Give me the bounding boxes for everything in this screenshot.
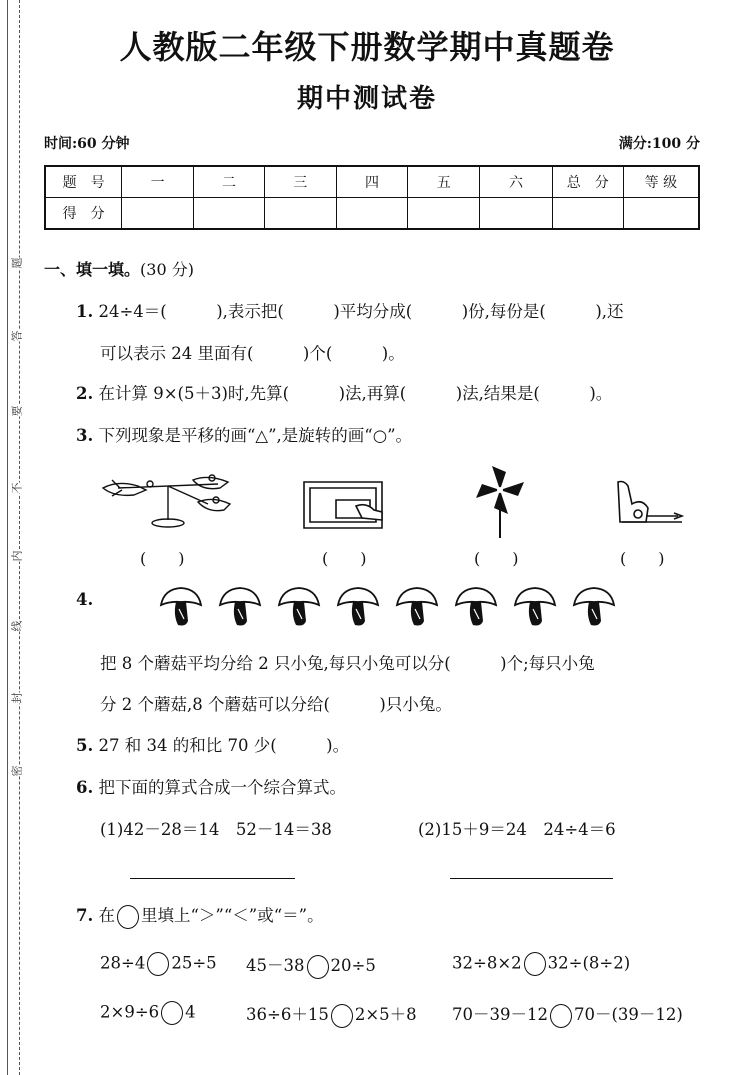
question-text: 24÷4＝( ),表示把( )平均分成( )份,每份是( ),还 [98,302,624,321]
question-1-line2: 可以表示 24 里面有( )个( )。 [100,344,405,363]
header-cell: 总 分 [552,166,623,198]
section-heading [44,257,194,280]
compare-right: 32÷(8÷2) [547,953,631,973]
header-cell: 题 号 [45,166,122,198]
score-cell[interactable] [480,198,553,230]
question-number: 2. [76,384,94,403]
score-cell[interactable] [623,198,699,230]
question-4-line1: 把 8 个蘑菇平均分给 2 只小兔,每只小兔可以分( )个;每只小兔 [100,654,595,673]
question-number: 7. [76,906,94,925]
score-row-label: 得 分 [45,198,122,230]
question-4-line2: 分 2 个蘑菇,8 个蘑菇可以分给( )只小兔。 [100,695,452,714]
compare-circle-blank[interactable] [331,1004,353,1028]
answer-blank[interactable]: ( ) [140,549,185,568]
score-cell[interactable] [264,198,336,230]
compare-left: 32÷8×2 [452,953,522,973]
score-cell[interactable] [408,198,480,230]
question-text: 在 [98,906,115,925]
document-subtitle: 期中测试卷 [296,84,437,114]
header-cell: 三 [264,166,336,198]
mushroom-icon [512,585,558,629]
compare-circle-blank[interactable] [307,955,329,979]
pinwheel-picture [476,464,526,540]
score-table [44,165,700,230]
score-cell[interactable] [122,198,194,230]
header-cell: 六 [480,166,553,198]
time-limit: 时间:60 分钟 [44,136,130,152]
header-cell: 四 [336,166,408,198]
mushroom-icon [158,585,204,629]
margin-char: 不 [10,482,24,494]
mushroom-icon [217,585,263,629]
compare-circle-blank[interactable] [550,1004,572,1028]
question-text: 在计算 9×(5＋3)时,先算( )法,再算( )法,结果是( )。 [98,384,613,403]
margin-dashed-line [19,0,20,1075]
question-7 [76,902,324,929]
score-cell[interactable] [194,198,265,230]
mushroom-icon [571,585,617,629]
question-number: 3. [76,426,94,445]
header-cell: 五 [408,166,480,198]
compare-item [246,952,376,979]
mushroom-row [158,585,617,629]
answer-blank[interactable]: ( ) [474,549,519,568]
question-6 [76,774,346,798]
mushroom-icon [394,585,440,629]
header-cell: 二 [194,166,265,198]
question-2 [76,380,612,404]
question-number: 6. [76,778,94,797]
compare-right: 25÷5 [171,953,217,973]
question-3 [76,422,412,446]
drawer-picture [300,478,388,532]
score-table-header-row [45,166,699,198]
compare-left: 2×9÷6 [100,1002,160,1022]
margin-solid-line [7,0,8,1075]
question-number: 5. [76,736,94,755]
compare-circle-blank[interactable] [147,952,169,976]
margin-char: 封 [10,692,24,704]
answer-blank[interactable]: ( ) [322,549,367,568]
mushroom-icon [276,585,322,629]
circle-symbol-icon [117,905,139,929]
score-cell[interactable] [552,198,623,230]
question-text: 下列现象是平移的画“△”,是旋转的画“○”。 [98,426,413,445]
equation-group-2: (2)15＋9＝24 24÷4＝6 [418,820,616,839]
compare-left: 70－39－12 [452,1005,548,1024]
airplane-carousel-picture [98,468,238,534]
score-table-score-row [45,198,699,230]
header-cell: 一 [122,166,194,198]
question-text: 把下面的算式合成一个综合算式。 [98,778,346,797]
compare-right: 20÷5 [330,956,376,975]
compare-circle-blank[interactable] [161,1001,183,1025]
margin-char: 答 [10,330,24,342]
compare-right: 2×5＋8 [354,1005,417,1024]
score-cell[interactable] [336,198,408,230]
compare-item [100,1001,196,1025]
full-score: 满分:100 分 [618,136,700,152]
compare-left: 28÷4 [100,953,146,973]
equation-group-1: (1)42－28＝14 52－14＝38 [100,820,332,839]
hand-pushing-picture [612,478,688,530]
section-points: (30 分) [140,260,194,279]
question-text: 27 和 34 的和比 70 少( )。 [98,736,350,755]
margin-char: 线 [10,620,24,632]
mushroom-icon [335,585,381,629]
mushroom-icon [453,585,499,629]
margin-char: 密 [10,765,24,777]
question-1-line1 [76,298,624,322]
question-text: 里填上“＞”“＜”或“＝”。 [140,906,324,925]
answer-line[interactable] [450,878,613,879]
compare-item [100,952,217,976]
compare-right: 4 [185,1002,196,1022]
question-4-number [76,590,93,609]
compare-item [452,952,630,976]
compare-left: 45－38 [246,956,305,975]
compare-left: 36÷6＋15 [246,1005,329,1024]
question-number: 4. [76,590,94,609]
margin-char: 题 [10,257,24,269]
compare-item [452,1001,683,1028]
header-cell: 等 级 [623,166,699,198]
compare-circle-blank[interactable] [524,952,546,976]
question-number: 1. [76,302,94,321]
document-title: 人教版二年级下册数学期中真题卷 [119,28,615,66]
compare-item [246,1001,417,1028]
section-title: 一、填一填。 [44,260,141,279]
margin-char: 要 [10,405,24,417]
answer-blank[interactable]: ( ) [620,549,665,568]
question-5 [76,732,349,756]
compare-right: 70－(39－12) [574,1005,683,1024]
margin-char: 内 [10,550,24,562]
answer-line[interactable] [130,878,295,879]
